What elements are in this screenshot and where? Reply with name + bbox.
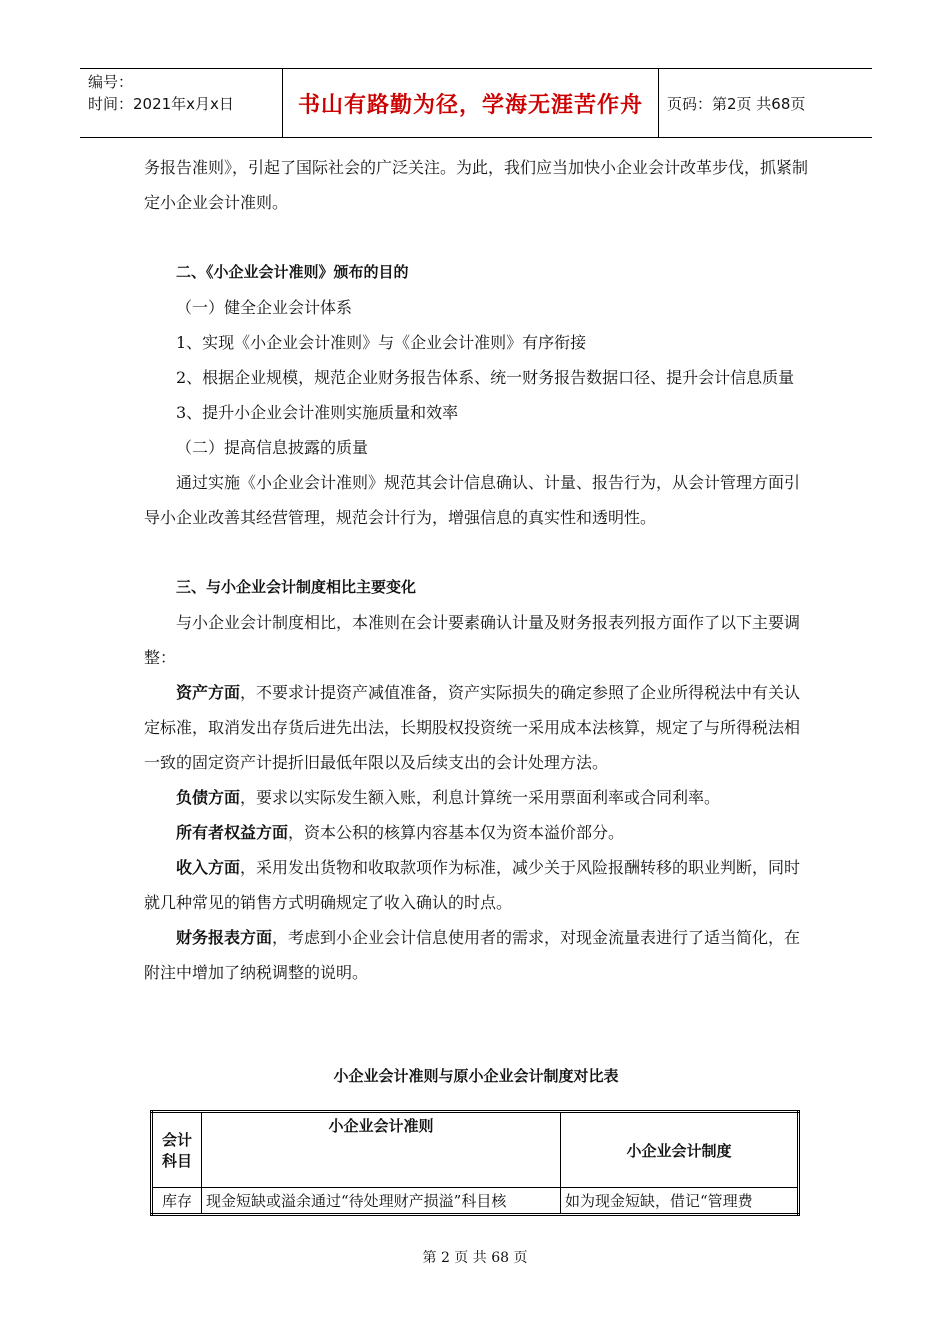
table-header: 小企业会计制度 <box>561 1112 799 1188</box>
header-page-label: 页码：第2页 共68页 <box>667 94 806 113</box>
table-cell: 现金短缺或溢余通过“待处理财产损溢”科目核 <box>202 1188 561 1215</box>
comparison-table <box>150 1110 800 1216</box>
section-heading: 二、《小企业会计准则》颁布的目的 <box>176 263 409 281</box>
document-body <box>144 150 808 990</box>
header-meta <box>80 69 283 137</box>
table-header-row <box>152 1112 799 1188</box>
reports-text: ，考虑到小企业会计信息使用者的需求，对现金流量表进行了适当简化，在附注中增加了纳税调整的说明。 <box>144 928 801 982</box>
paragraph-reports <box>144 920 808 990</box>
time-label: 时间：2021年x月x日 <box>88 95 234 113</box>
table-cell: 如为现金短缺，借记“管理费 <box>561 1188 799 1215</box>
paragraph-equity <box>144 815 808 850</box>
table-row <box>152 1188 799 1215</box>
subsection-heading: （一）健全企业会计体系 <box>176 298 353 317</box>
list-item: 3、提升小企业会计准则实施质量和效率 <box>176 403 459 422</box>
reports-label: 财务报表方面 <box>176 928 273 947</box>
assets-label: 资产方面 <box>176 683 241 702</box>
paragraph-liabilities <box>144 780 808 815</box>
assets-text: ，不要求计提资产减值准备，资产实际损失的确定参照了企业所得税法中有关认定标准，取消发出存货后进先出法，长期股权投资统一采用成本法核算，规定了与所得税法相一致的固定资产计提折旧最低年限以及后续支出的会计处理方法。 <box>144 683 801 772</box>
paragraph: 务报告准则》，引起了国际社会的广泛关注。为此，我们应当加快小企业会计改革步伐，抓紧制定小企业会计准则。 <box>144 158 809 212</box>
liabilities-text: ，要求以实际发生额入账，利息计算统一采用票面利率或合同利率。 <box>240 788 721 807</box>
table-header: 会计科目 <box>152 1112 202 1188</box>
table-title: 小企业会计准则与原小企业会计制度对比表 <box>333 1067 619 1085</box>
table-cell: 库存 <box>152 1188 202 1215</box>
page-footer: 第 2 页 共 68 页 <box>422 1250 528 1266</box>
income-label: 收入方面 <box>176 858 241 877</box>
header-motto: 书山有路勤为径，学海无涯苦作舟 <box>283 69 659 137</box>
table-header: 小企业会计准则 <box>202 1112 561 1188</box>
paragraph-income <box>144 850 808 920</box>
subsection-heading: （二）提高信息披露的质量 <box>176 438 369 457</box>
equity-text: ，资本公积的核算内容基本仅为资本溢价部分。 <box>288 823 625 842</box>
section-heading: 三、与小企业会计制度相比主要变化 <box>176 578 417 596</box>
page-header <box>80 68 872 138</box>
list-item: 1、实现《小企业会计准则》与《企业会计准则》有序衔接 <box>176 333 587 352</box>
paragraph: 与小企业会计制度相比，本准则在会计要素确认计量及财务报表列报方面作了以下主要调整： <box>144 613 801 667</box>
paragraph: 通过实施《小企业会计准则》规范其会计信息确认、计量、报告行为，从会计管理方面引导小企业改善其经营管理，规范会计行为，增强信息的真实性和透明性。 <box>144 473 801 527</box>
liabilities-label: 负债方面 <box>176 788 241 807</box>
number-label: 编号： <box>88 73 134 91</box>
income-text: ，采用发出货物和收取款项作为标准，减少关于风险报酬转移的职业判断，同时就几种常见的销售方式明确规定了收入确认的时点。 <box>144 858 801 912</box>
equity-label: 所有者权益方面 <box>176 823 289 842</box>
list-item: 2、根据企业规模，规范企业财务报告体系、统一财务报告数据口径、提升会计信息质量 <box>176 368 795 387</box>
paragraph-assets <box>144 675 808 780</box>
